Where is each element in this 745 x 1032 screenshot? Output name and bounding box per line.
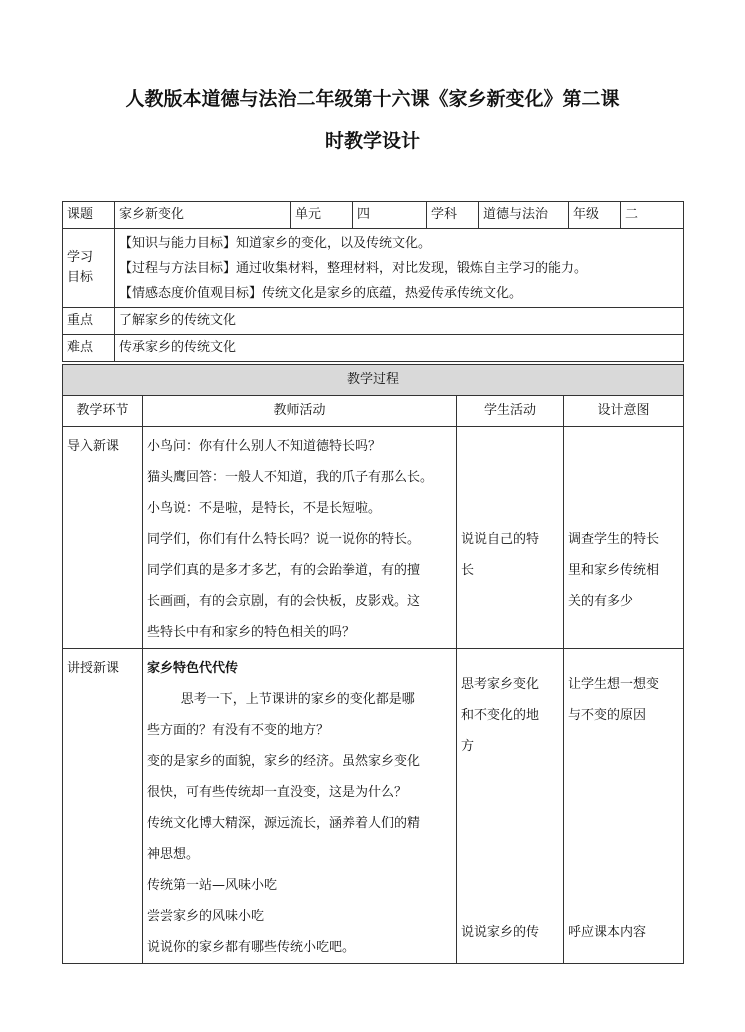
document-title-line-2: 时教学设计	[324, 130, 420, 152]
objective-item: 【过程与方法目标】通过收集材料，整理材料，对比发现，锻炼自主学习的能力。	[119, 260, 588, 276]
course-value: 家乡新变化	[115, 202, 291, 229]
design-intent-cell: 让学生想一想变 与不变的原因 呼应课本内容	[564, 649, 684, 964]
column-teacher: 教师活动	[143, 396, 457, 427]
design-intent-cell: 调查学生的特长 里和家乡传统相 关的有多少	[564, 427, 684, 649]
section-heading: 家乡特色代代传	[147, 661, 239, 676]
grade-value: 二	[621, 202, 684, 229]
student-activity-cell: 说说自己的特 长	[457, 427, 564, 649]
document-title-line-1: 人教版本道德与法治二年级第十六课《家乡新变化》第二课	[125, 88, 620, 110]
table-row	[63, 427, 684, 649]
key-point-value: 了解家乡的传统文化	[115, 308, 684, 335]
table-row	[63, 649, 684, 964]
objective-item: 【知识与能力目标】知道家乡的变化，以及传统文化。	[119, 235, 432, 251]
key-point-label: 重点	[63, 308, 115, 335]
teaching-process-table	[62, 364, 684, 964]
unit-value: 四	[353, 202, 427, 229]
objective-item: 【情感态度价值观目标】传统文化是家乡的底蕴，热爱传承传统文化。	[119, 285, 523, 301]
stage-cell: 讲授新课	[63, 649, 143, 964]
subject-value: 道德与法治	[479, 202, 569, 229]
student-activity-cell: 思考家乡变化 和不变化的地 方 说说家乡的传	[457, 649, 564, 964]
stage-cell: 导入新课	[63, 427, 143, 649]
column-stage: 教学环节	[63, 396, 143, 427]
process-header: 教学过程	[63, 365, 684, 396]
course-info-table	[62, 201, 684, 362]
objectives-list	[115, 229, 684, 308]
column-student: 学生活动	[457, 396, 564, 427]
teacher-activity-cell: 小鸟问：你有什么别人不知道德特长吗？ 猫头鹰回答：一般人不知道，我的爪子有那么长。 小鸟说：不是啦，是特长，不是长短啦。 同学们，你们有什么特长吗？说一说你的特长。 同学们真的是多才多艺，有的会跆拳道，有的擅 长画画，有的会京剧，有的会快板，皮影戏。这 些特长中有和家乡的特色相关的吗？	[143, 427, 457, 649]
teacher-activity-cell: 家乡特色代代传 思考一下，上节课讲的家乡的变化都是哪 些方面的？有没有不变的地方？ 变的是家乡的面貌，家乡的经济。虽然家乡变化 很快，可有些传统却一直没变，这是为什么？ 传统文化博大精深，源远流长，涵养着人们的精 神思想。 传统第一站—风味小吃 尝尝家乡的风味小吃 说说你的家乡都有哪些传统小吃吧。	[143, 649, 457, 964]
course-label: 课题	[63, 202, 115, 229]
objectives-label: 学习 目标	[63, 229, 115, 308]
difficulty-label: 难点	[63, 335, 115, 362]
subject-label: 学科	[427, 202, 479, 229]
difficulty-value: 传承家乡的传统文化	[115, 335, 684, 362]
column-design: 设计意图	[564, 396, 684, 427]
unit-label: 单元	[291, 202, 353, 229]
grade-label: 年级	[569, 202, 621, 229]
